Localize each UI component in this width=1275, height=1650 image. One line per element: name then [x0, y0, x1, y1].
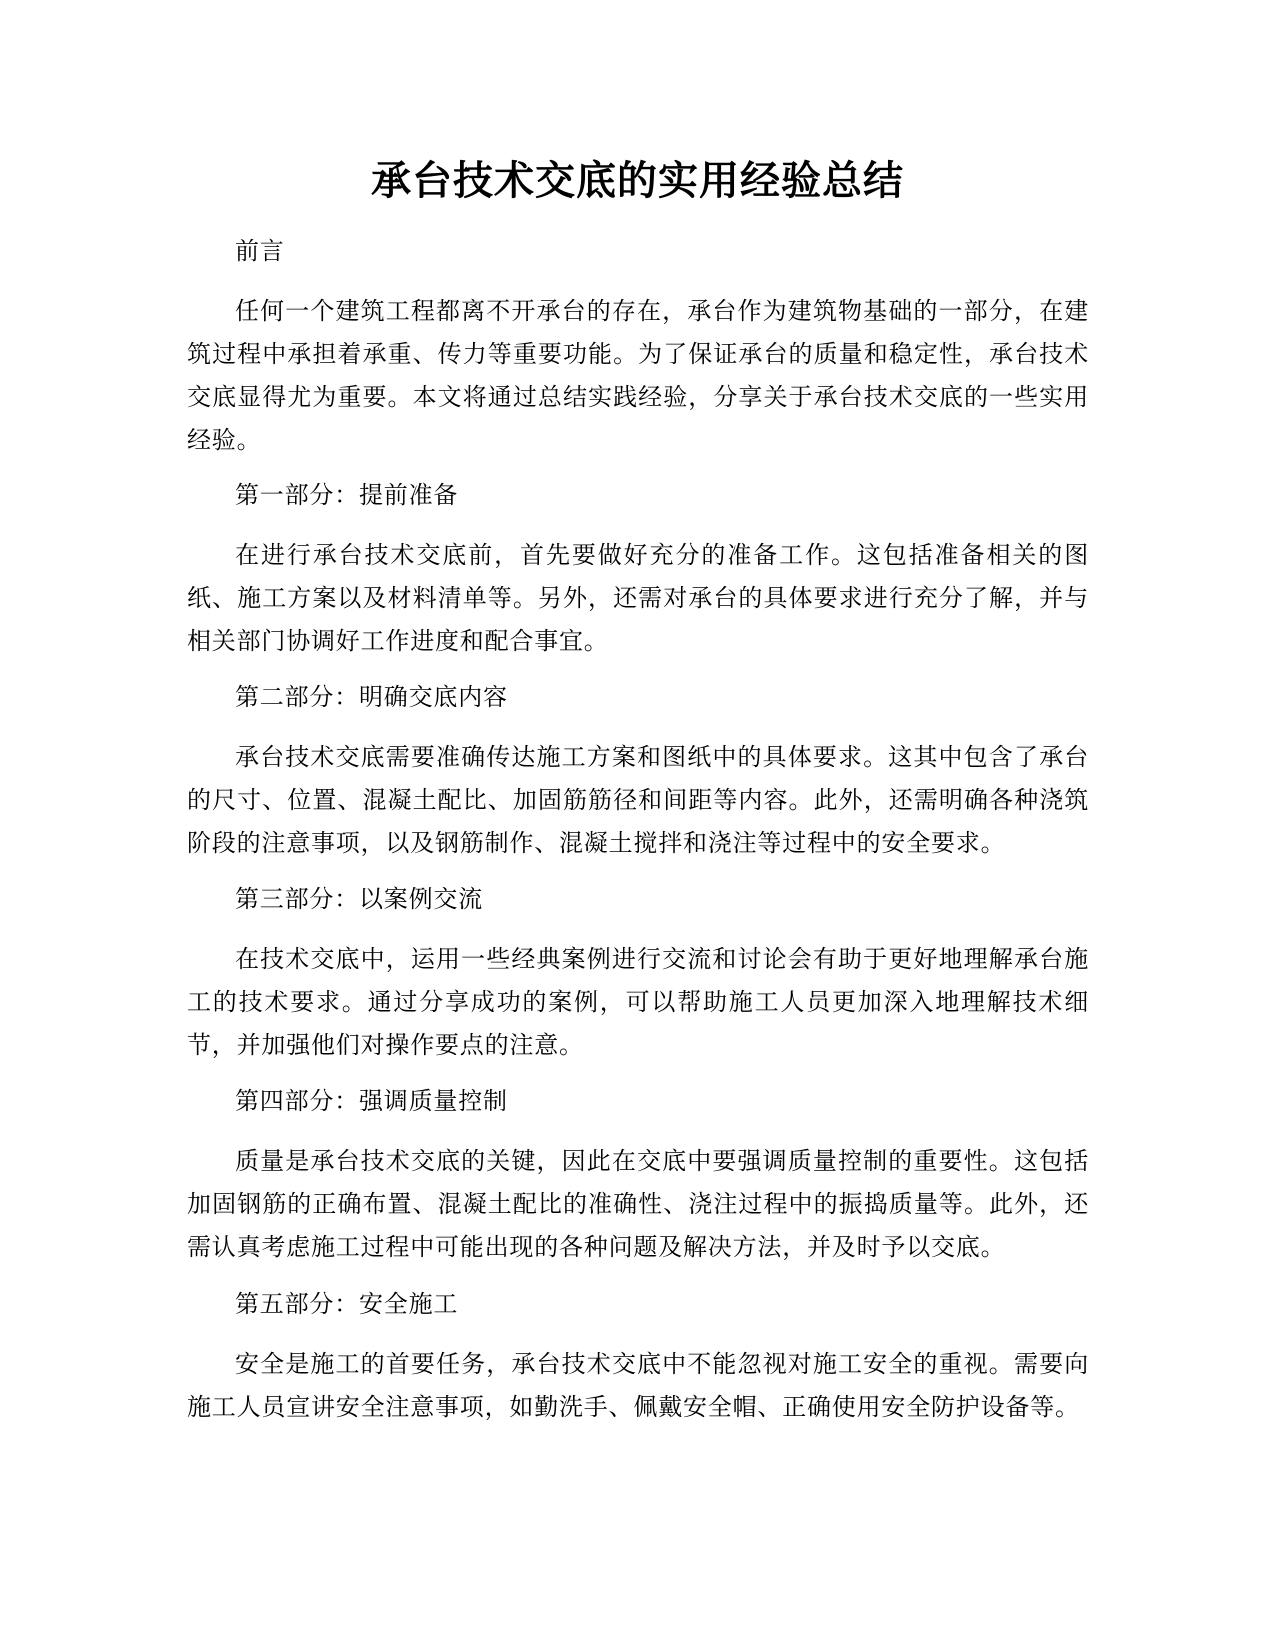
section-5-heading: 第五部分：安全施工: [235, 1290, 459, 1318]
section-1-paragraph: 在进行承台技术交底前，首先要做好充分的准备工作。这包括准备相关的图纸、施工方案以及材料清单等。另外，还需对承台的具体要求进行充分了解，并与相关部门协调好工作进度和配合事宜。: [187, 541, 1089, 655]
section-2-paragraph: 承台技术交底需要准确传达施工方案和图纸中的具体要求。这其中包含了承台的尺寸、位置、混凝土配比、加固筋筋径和间距等内容。此外，还需明确各种浇筑阶段的注意事项，以及钢筋制作、混凝土搅拌和浇注等过程中的安全要求。: [187, 743, 1089, 857]
section-1-heading: 第一部分：提前准备: [235, 481, 459, 509]
section-2-heading: 第二部分：明确交底内容: [235, 683, 508, 711]
section-4-paragraph: 质量是承台技术交底的关键，因此在交底中要强调质量控制的重要性。这包括加固钢筋的正确布置、混凝土配比的准确性、浇注过程中的振捣质量等。此外，还需认真考虑施工过程中可能出现的各种问题及解决方法，并及时予以交底。: [187, 1147, 1089, 1261]
section-3-heading: 第三部分：以案例交流: [235, 885, 483, 913]
document-title: 承台技术交底的实用经验总结: [371, 158, 904, 204]
section-5-paragraph: 安全是施工的首要任务，承台技术交底中不能忽视对施工安全的重视。需要向施工人员宣讲安全注意事项，如勤洗手、佩戴安全帽、正确使用安全防护设备等。: [187, 1350, 1089, 1421]
section-3-paragraph: 在技术交底中，运用一些经典案例进行交流和讨论会有助于更好地理解承台施工的技术要求。通过分享成功的案例，可以帮助施工人员更加深入地理解技术细节，并加强他们对操作要点的注意。: [187, 945, 1089, 1059]
preface-paragraph: 任何一个建筑工程都离不开承台的存在，承台作为建筑物基础的一部分，在建筑过程中承担着承重、传力等重要功能。为了保证承台的质量和稳定性，承台技术交底显得尤为重要。本文将通过总结实践经验，分享关于承台技术交底的一些实用经验。: [187, 297, 1089, 454]
preface-heading: 前言: [235, 237, 285, 265]
section-4-heading: 第四部分：强调质量控制: [235, 1087, 508, 1115]
